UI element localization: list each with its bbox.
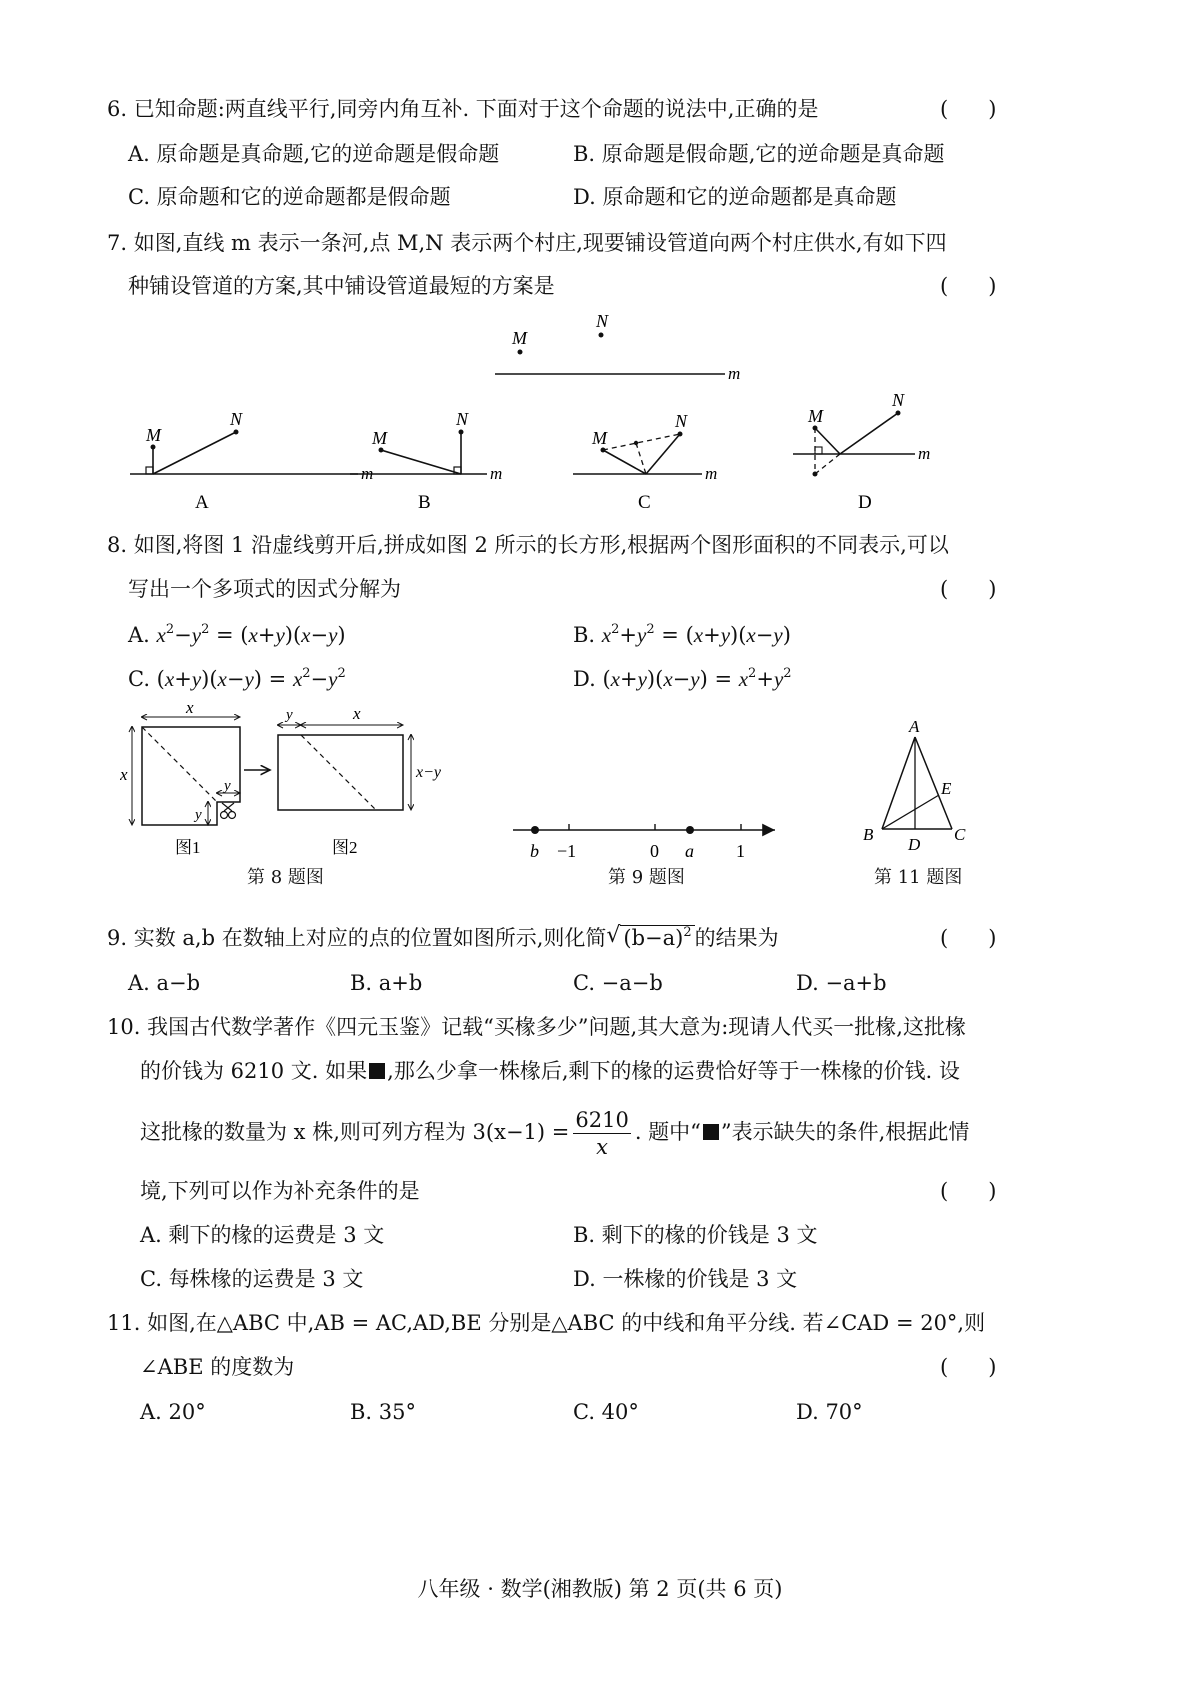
q8-caption: 第 8 题图 (247, 867, 324, 888)
svg-text:N: N (456, 409, 469, 429)
svg-text:M: M (146, 425, 161, 445)
q7-option-b-diagram[interactable] (350, 409, 502, 513)
svg-text:−1: −1 (557, 841, 577, 861)
q7-stem-line2: 种铺设管道的方案,其中铺设管道最短的方案是 (128, 274, 555, 298)
q6-option-c[interactable]: C. 原命题和它的逆命题都是假命题 (128, 185, 451, 209)
svg-text:a: a (685, 841, 694, 861)
q8-figure (120, 705, 460, 860)
svg-text:0: 0 (650, 841, 659, 861)
svg-text:y: y (286, 707, 293, 723)
svg-text:y: y (195, 807, 202, 823)
q8-option-d[interactable]: D. $(x+y)(x-y) = x^2+y^2$ (573, 666, 792, 691)
svg-text:M: M (808, 406, 823, 426)
svg-text:图2: 图2 (332, 838, 358, 857)
q10-line4: 境,下列可以作为补充条件的是 (140, 1179, 420, 1203)
q8-stem-line1: 8. 如图,将图 1 沿虚线剪开后,拼成如图 2 所示的长方形,根据两个图形面积的不同表示,可以 (107, 533, 949, 557)
q9-option-c[interactable]: C. −a−b (573, 971, 663, 995)
svg-text:A: A (195, 492, 209, 513)
q11-line2: ∠ABE 的度数为 (140, 1355, 295, 1379)
svg-text:A: A (909, 717, 920, 736)
q9-sqrt-expression: √ $(b-a)^2$ (606, 924, 694, 952)
q8-figure-1 (120, 705, 240, 857)
q11-option-d[interactable]: D. 70° (796, 1400, 863, 1424)
q11-option-a[interactable]: A. 20° (140, 1400, 206, 1424)
svg-text:图1: 图1 (175, 838, 201, 857)
svg-text:x: x (120, 765, 128, 784)
q9-number-line (505, 815, 790, 865)
q9-caption: 第 9 题图 (608, 867, 685, 888)
q11-caption: 第 11 题图 (874, 867, 963, 888)
svg-text:m: m (705, 464, 718, 483)
q9-option-b[interactable]: B. a+b (350, 971, 423, 995)
q10-option-a[interactable]: A. 剩下的椽的运费是 3 文 (140, 1223, 385, 1247)
svg-text:M: M (512, 328, 527, 348)
q11-option-c[interactable]: C. 40° (573, 1400, 639, 1424)
q9-option-d[interactable]: D. −a+b (796, 971, 887, 995)
svg-text:x: x (186, 705, 194, 717)
q8-option-c[interactable]: C. $(x+y)(x-y) = x^2-y^2$ (128, 666, 346, 691)
svg-text:N: N (892, 390, 905, 410)
svg-text:1: 1 (736, 841, 745, 861)
q7-reference-diagram (495, 311, 740, 383)
point-a (686, 826, 694, 834)
svg-text:D: D (858, 492, 872, 513)
missing-condition-square-icon (703, 1124, 719, 1140)
svg-text:M: M (592, 428, 607, 448)
svg-text:M: M (372, 428, 387, 448)
q6-option-b[interactable]: B. 原命题是假命题,它的逆命题是真命题 (573, 142, 945, 166)
svg-text:E: E (941, 779, 952, 798)
svg-text:B: B (863, 825, 874, 844)
svg-text:m: m (490, 464, 503, 483)
q10-answer-blank[interactable]: ( ) (940, 1179, 997, 1203)
q6-option-d[interactable]: D. 原命题和它的逆命题都是真命题 (573, 185, 897, 209)
q8-figure-2 (278, 705, 442, 857)
q9-stem: 9. 实数 a,b 在数轴上对应的点的位置如图所示,则化简 √ $(b-a)^2$ 的结果为 (107, 923, 779, 950)
svg-text:B: B (418, 492, 431, 513)
svg-text:b: b (530, 841, 539, 861)
q9-answer-blank[interactable]: ( ) (940, 926, 997, 950)
missing-condition-square-icon (369, 1063, 385, 1079)
svg-text:N: N (675, 411, 688, 431)
q6-stem: 6. 已知命题:两直线平行,同旁内角互补. 下面对于这个命题的说法中,正确的是 (107, 97, 819, 121)
q7-stem-line1: 7. 如图,直线 m 表示一条河,点 M,N 表示两个村庄,现要铺设管道向两个村庄供水,有如下四 (107, 231, 947, 255)
svg-text:y: y (224, 778, 231, 794)
q10-fraction: $\frac{6210}{x}$ (575, 1108, 629, 1159)
q11-option-b[interactable]: B. 35° (350, 1400, 417, 1424)
q6-option-a[interactable]: A. 原命题是真命题,它的逆命题是假命题 (128, 142, 500, 166)
svg-text:D: D (908, 835, 921, 854)
q8-answer-blank[interactable]: ( ) (940, 577, 997, 601)
svg-text:N: N (596, 311, 609, 331)
q10-option-d[interactable]: D. 一株椽的价钱是 3 文 (573, 1267, 798, 1291)
svg-text:x: x (353, 705, 361, 723)
q10-line3: 这批椽的数量为 x 株,则可列方程为 3(x−1) = $\frac{6210}{x}$ . 题中“ ”表示缺失的条件,根据此情 (140, 1108, 970, 1159)
q8-stem-line2: 写出一个多项式的因式分解为 (128, 577, 401, 601)
q9-option-a[interactable]: A. a−b (128, 971, 201, 995)
q10-option-c[interactable]: C. 每株椽的运费是 3 文 (140, 1267, 364, 1291)
point-b (531, 826, 539, 834)
page-footer: 八年级 · 数学(湘教版) 第 2 页(共 6 页) (417, 1577, 783, 1601)
svg-text:C: C (954, 825, 966, 844)
svg-text:m: m (918, 444, 931, 463)
q7-option-c-diagram[interactable] (573, 411, 717, 513)
svg-text:m: m (361, 464, 374, 483)
q10-line1: 10. 我国古代数学著作《四元玉鉴》记载“买椽多少”问题,其大意为:现请人代买一批椽,这批椽 (107, 1015, 966, 1039)
svg-text:m: m (728, 364, 741, 383)
q6-answer-blank[interactable]: ( ) (940, 97, 997, 121)
q11-line1: 11. 如图,在△ABC 中,AB = AC,AD,BE 分别是△ABC 的中线和角平分线. 若∠CAD = 20°,则 (107, 1311, 986, 1335)
q7-option-a-diagram[interactable] (130, 409, 373, 513)
q7-answer-blank[interactable]: ( ) (940, 274, 997, 298)
svg-text:N: N (230, 409, 243, 429)
svg-text:C: C (638, 492, 651, 513)
q11-answer-blank[interactable]: ( ) (940, 1355, 997, 1379)
scissors-icon (221, 803, 236, 819)
q10-option-b[interactable]: B. 剩下的椽的价钱是 3 文 (573, 1223, 818, 1247)
q10-line2: 的价钱为 6210 文. 如果 ,那么少拿一株椽后,剩下的椽的运费恰好等于一株椽的价钱. 设 (140, 1059, 960, 1083)
svg-text:x−y: x−y (416, 764, 441, 781)
q7-figure (100, 310, 1060, 520)
q8-option-b[interactable]: B. $x^2+y^2 = (x+y)(x-y)$ (573, 622, 791, 647)
q7-option-d-diagram[interactable] (793, 390, 930, 513)
q8-option-a[interactable]: A. $x^2-y^2 = (x+y)(x-y)$ (128, 622, 346, 647)
q11-triangle-figure (855, 712, 985, 857)
